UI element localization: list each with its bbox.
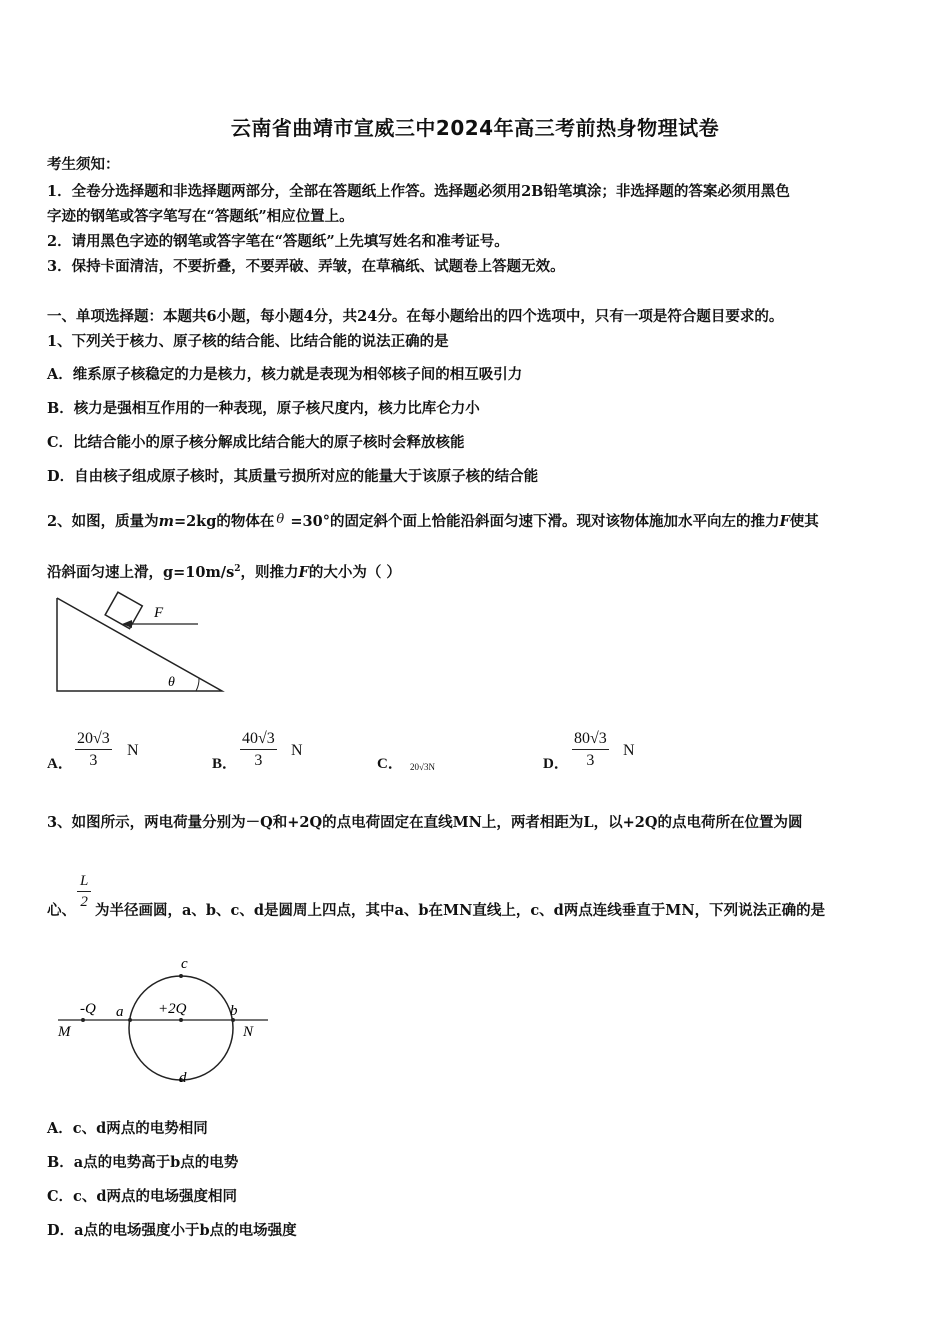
q2-stem-line2: 沿斜面匀速上滑，$g=10m/s^2$，则推力F的大小为（ ） — [47, 564, 401, 581]
q3-option-b: B．a点的电势高于b点的电势 — [47, 1154, 239, 1171]
notice-item-1-cont: 字迹的钢笔或答字笔写在“答题纸”相应位置上。 — [47, 208, 354, 225]
point-c-label: c — [181, 956, 188, 972]
neg-charge-dot — [81, 1018, 85, 1022]
force-label: F — [154, 605, 164, 621]
point-a-dot — [128, 1018, 132, 1022]
label-m: M — [58, 1024, 71, 1040]
q2-option-b-fraction: $\frac{40√3}{3}$ — [242, 730, 275, 769]
q3-option-a: A．c、d两点的电势相同 — [47, 1120, 208, 1137]
incline-figure — [50, 590, 240, 702]
theta-symbol: θ — [276, 512, 285, 527]
q2-stem: 2、如图，质量为m=2kg的物体在 θ =30°的固定斜个面上恰能沿斜面匀速下滑。现对该物体施加水平向左的推力F使其 — [47, 512, 819, 530]
q3-radius-fraction: $\frac{L}{2}$ — [77, 873, 91, 911]
q1-option-a: A．维系原子核稳定的力是核力，核力就是表现为相邻核子间的相互吸引力 — [47, 366, 523, 383]
q1-option-c: C．比结合能小的原子核分解成比结合能大的原子核时会释放核能 — [47, 434, 465, 451]
q1-option-d: D．自由核子组成原子核时，其质量亏损所对应的能量大于该原子核的结合能 — [47, 468, 539, 485]
q2-option-a-label: A． — [47, 756, 73, 772]
q2-option-a-unit: N — [127, 742, 139, 759]
angle-label: θ — [168, 675, 175, 690]
pos-charge-dot — [179, 1018, 183, 1022]
q3-stem: 3、如图所示，两电荷量分别为－Q和+2Q的点电荷固定在直线MN上，两者相距为L，以+2Q的点电荷所在位置为圆 — [47, 814, 803, 831]
q2-option-d-fraction: $\frac{80√3}{3}$ — [574, 730, 607, 769]
q2-option-d-label: D． — [543, 756, 569, 772]
q2-option-b-unit: N — [291, 742, 303, 759]
q3-stem-line2-b: 为半径画圆，a、b、c、d是圆周上四点，其中a、b在MN直线上，c、d两点连线垂直于MN，下列说法正确的是 — [95, 902, 826, 919]
page-title: 云南省曲靖市宣威三中2024年高三考前热身物理试卷 — [230, 116, 720, 140]
q2-option-b-label: B． — [212, 756, 238, 772]
point-b-label: b — [230, 1003, 238, 1019]
notice-item-3: 3．保持卡面清洁，不要折叠，不要弄破、弄皱，在草稿纸、试题卷上答题无效。 — [47, 258, 565, 275]
q3-option-c: C．c、d两点的电场强度相同 — [47, 1188, 238, 1205]
block — [105, 592, 142, 628]
charge-figure — [50, 955, 280, 1090]
q2-option-c-value: 20√3N — [410, 762, 435, 772]
q3-stem-line2-a: 心、 — [47, 902, 76, 919]
point-a-label: a — [116, 1004, 124, 1020]
q2-option-d-unit: N — [623, 742, 635, 759]
neg-charge-label: -Q — [80, 1001, 96, 1017]
section-heading: 一、单项选择题：本题共6小题，每小题4分，共24分。在每小题给出的四个选项中，只有一项是符合题目要求的。 — [47, 308, 784, 325]
label-n: N — [243, 1024, 254, 1040]
circle — [129, 976, 233, 1080]
notice-item-2: 2．请用黑色字迹的钢笔或答字笔在“答题纸”上先填写姓名和准考证号。 — [47, 233, 509, 250]
point-d-label: d — [179, 1070, 187, 1086]
q2-option-c-label: C． — [377, 756, 403, 772]
point-c-dot — [179, 974, 183, 978]
pos-charge-label: +2Q — [158, 1001, 187, 1017]
notice-item-1: 1．全卷分选择题和非选择题两部分，全部在答题纸上作答。选择题必须用2B铅笔填涂；非选择题的答案必须用黑色 — [47, 183, 790, 200]
q2-option-a-fraction: $\frac{20√3}{3}$ — [77, 730, 110, 769]
notice-heading: 考生须知： — [47, 156, 120, 173]
q1-option-b: B．核力是强相互作用的一种表现，原子核尺度内，核力比库仑力小 — [47, 400, 480, 417]
q1-stem: 1、下列关于核力、原子核的结合能、比结合能的说法正确的是 — [47, 333, 449, 350]
q3-option-d: D．a点的电场强度小于b点的电场强度 — [47, 1222, 297, 1239]
angle-arc — [196, 678, 199, 691]
